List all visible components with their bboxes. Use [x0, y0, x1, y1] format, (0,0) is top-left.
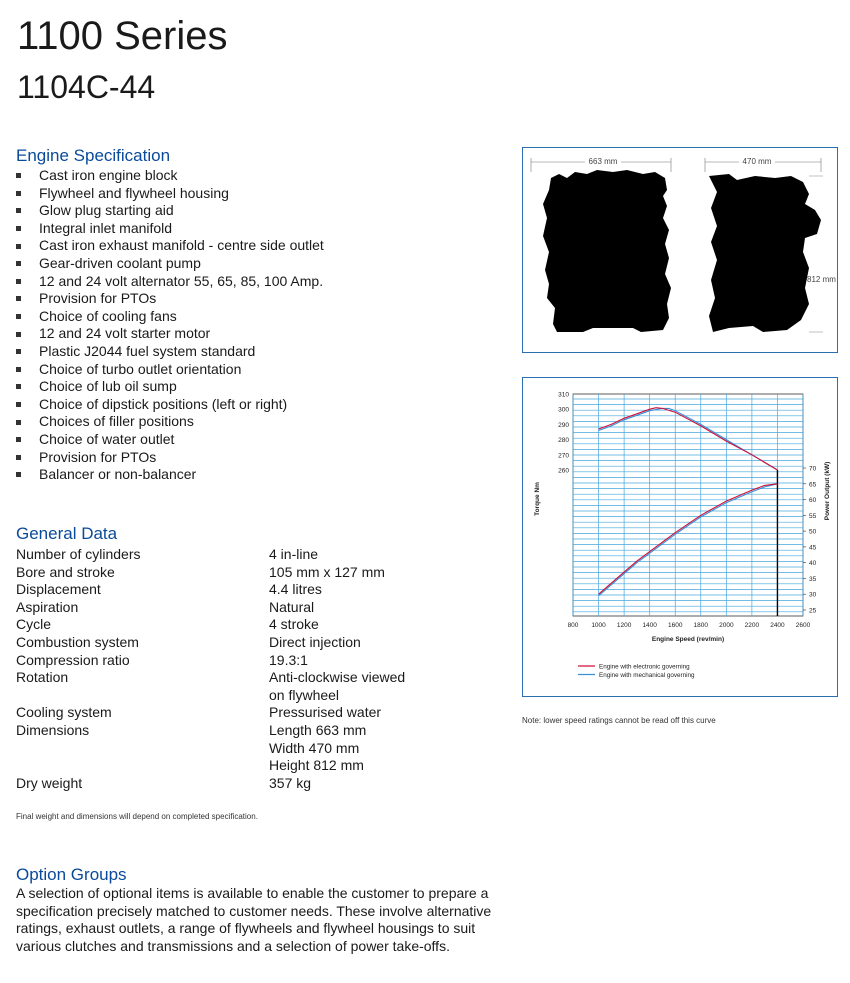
- x-tick-label: 1600: [667, 622, 683, 629]
- bullet-square-icon: [16, 455, 21, 460]
- engine-spec-item: [16, 308, 324, 326]
- general-data-row: [16, 616, 486, 634]
- general-data-value: [269, 634, 486, 652]
- x-tick-label: 2600: [795, 622, 811, 629]
- x-tick-label: 1000: [591, 622, 606, 629]
- engine-spec-item-text: Gear-driven coolant pump: [39, 254, 201, 271]
- y2-tick-label: 40: [809, 560, 817, 568]
- engine-spec-item: [16, 378, 324, 396]
- bullet-square-icon: [16, 208, 21, 213]
- engine-spec-item-text: Choice of water outlet: [39, 430, 175, 447]
- bullet-square-icon: [16, 384, 21, 389]
- general-data-row: [16, 564, 486, 582]
- x-tick-label: 1200: [616, 622, 632, 629]
- x-tick-label: 1800: [693, 622, 709, 629]
- bullet-square-icon: [16, 173, 21, 178]
- height-label: 812 mm: [807, 275, 836, 284]
- general-data-label: Compression ratio: [16, 651, 130, 668]
- engine-spec-item: [16, 325, 324, 343]
- general-data-row: [16, 704, 486, 722]
- general-data-label: Aspiration: [16, 598, 79, 615]
- x-axis-label: Engine Speed (rev/min): [651, 636, 725, 643]
- engine-spec-item: [16, 273, 324, 291]
- y2-tick-label: 25: [809, 607, 817, 615]
- engine-spec-item: [16, 466, 324, 484]
- engine-spec-list: [16, 167, 324, 484]
- general-data-value-line: 19.3:1: [269, 651, 308, 668]
- option-groups-heading: Option Groups: [16, 865, 127, 884]
- engine-spec-heading: Engine Specification: [16, 146, 171, 165]
- general-data-value: [269, 775, 486, 793]
- engine-spec-item-text: Provision for PTOs: [39, 448, 157, 465]
- general-data-label: Bore and stroke: [16, 563, 115, 580]
- page-subtitle: 1104C-44: [17, 69, 156, 105]
- general-data-label: Cycle: [16, 616, 52, 633]
- engine-spec-item: [16, 431, 324, 449]
- engine-spec-item-text: Choices of filler positions: [39, 413, 194, 430]
- general-data-row: [16, 669, 486, 704]
- general-data-value-line: 4 in-line: [269, 546, 319, 562]
- y-tick-label: 270: [558, 452, 569, 460]
- engine-spec-item-text: Integral inlet manifold: [39, 219, 173, 236]
- general-data-value-line: 357 kg: [269, 774, 312, 791]
- engine-spec-item: [16, 220, 324, 238]
- y2-tick-label: 65: [809, 481, 817, 489]
- general-data-label: Number of cylinders: [16, 546, 141, 562]
- engine-spec-item: [16, 343, 324, 361]
- general-data-value-line: Height 812 mm: [269, 757, 364, 774]
- general-data-value-line: Pressurised water: [269, 704, 382, 721]
- general-data-table: [16, 546, 486, 792]
- engine-spec-item: [16, 396, 324, 414]
- bullet-square-icon: [16, 296, 21, 301]
- y-axis-label: Torque Nm: [534, 482, 541, 516]
- bullet-square-icon: [16, 332, 21, 337]
- general-data-label: Cooling system: [16, 704, 112, 721]
- general-data-row: [16, 775, 486, 793]
- engine-spec-item: [16, 413, 324, 431]
- general-data-value-line: Anti-clockwise viewed: [269, 669, 406, 686]
- general-data-row: [16, 546, 486, 564]
- bullet-square-icon: [16, 314, 21, 319]
- x-tick-label: 800: [567, 622, 579, 629]
- general-data-footnote: Final weight and dimensions will depend on completed specification.: [16, 812, 258, 821]
- general-data-value: [269, 616, 486, 634]
- y2-tick-label: 35: [809, 575, 817, 583]
- y-tick-label: 280: [558, 437, 569, 445]
- general-data-value-line: Length 663 mm: [269, 721, 367, 738]
- bullet-square-icon: [16, 191, 21, 196]
- y2-tick-label: 30: [809, 591, 817, 599]
- bullet-square-icon: [16, 349, 21, 354]
- engine-spec-item-text: 12 and 24 volt alternator 55, 65, 85, 100 Amp.: [39, 272, 324, 289]
- length-label: 663 mm: [588, 157, 618, 166]
- general-data-row: [16, 652, 486, 670]
- engine-spec-item: [16, 167, 324, 185]
- engine-dimensions-diagram: [522, 147, 838, 353]
- engine-spec-item: [16, 237, 324, 255]
- bullet-square-icon: [16, 244, 21, 249]
- general-data-value: [269, 704, 486, 722]
- chart-note: Note: lower speed ratings cannot be read off this curve: [522, 716, 716, 725]
- y2-tick-label: 45: [809, 544, 817, 552]
- general-data-value: [269, 722, 486, 775]
- performance-chart: [523, 378, 837, 696]
- x-tick-label: 2400: [770, 622, 785, 629]
- bullet-square-icon: [16, 226, 21, 231]
- engine-front-silhouette: [543, 170, 671, 332]
- engine-spec-item-text: Provision for PTOs: [39, 290, 157, 307]
- general-data-value-line: Width 470 mm: [269, 739, 360, 756]
- engine-dimensions-svg: [523, 148, 837, 352]
- x-tick-label: 1400: [642, 622, 657, 629]
- page-title: 1100 Series: [17, 14, 228, 58]
- engine-spec-item-text: Choice of lub oil sump: [39, 378, 177, 395]
- bullet-square-icon: [16, 261, 21, 266]
- y2-tick-label: 70: [809, 465, 817, 473]
- general-data-value: [269, 581, 486, 599]
- general-data-row: [16, 634, 486, 652]
- y-tick-label: 300: [558, 406, 569, 414]
- general-data-label: Dimensions: [16, 721, 90, 738]
- bullet-square-icon: [16, 472, 21, 477]
- general-data-value-line: Direct injection: [269, 633, 361, 650]
- bullet-square-icon: [16, 420, 21, 425]
- engine-spec-item-text: Cast iron exhaust manifold - centre side outlet: [39, 237, 324, 254]
- engine-spec-item: [16, 185, 324, 203]
- general-data-value: [269, 652, 486, 670]
- y2-tick-label: 60: [809, 497, 817, 505]
- engine-spec-item-text: Choice of dipstick positions (left or right): [39, 395, 288, 412]
- general-data-value-line: 4 stroke: [269, 616, 319, 633]
- engine-spec-item-text: Cast iron engine block: [39, 167, 178, 183]
- engine-spec-item-text: Balancer or non-balancer: [39, 466, 197, 483]
- legend-label: Engine with mechanical governing: [599, 671, 695, 679]
- general-data-value: [269, 564, 486, 582]
- width-label: 470 mm: [742, 157, 772, 166]
- engine-side-silhouette: [709, 174, 821, 332]
- y2-axis-label: Power Output (kW): [824, 461, 831, 521]
- engine-spec-item-text: Glow plug starting aid: [39, 202, 174, 219]
- legend-label: Engine with electronic governing: [599, 663, 690, 671]
- general-data-label: Displacement: [16, 581, 101, 598]
- engine-spec-item-text: Choice of cooling fans: [39, 307, 177, 324]
- general-data-value-line: 4.4 litres: [269, 581, 322, 598]
- general-data-value: [269, 546, 486, 564]
- engine-spec-item: [16, 202, 324, 220]
- general-data-value: [269, 669, 486, 704]
- y2-tick-label: 55: [809, 512, 817, 520]
- bullet-square-icon: [16, 437, 21, 442]
- y2-tick-label: 50: [809, 528, 817, 536]
- engine-spec-item: [16, 290, 324, 308]
- general-data-value-line: Natural: [269, 598, 315, 615]
- bullet-square-icon: [16, 367, 21, 372]
- x-tick-label: 2200: [744, 622, 760, 629]
- general-data-heading: General Data: [16, 524, 118, 543]
- general-data-value-line: 105 mm x 127 mm: [269, 563, 385, 580]
- general-data-value: [269, 599, 486, 617]
- general-data-row: [16, 722, 486, 775]
- general-data-value-line: on flywheel: [269, 686, 340, 703]
- engine-spec-item-text: 12 and 24 volt starter motor: [39, 325, 211, 342]
- bullet-square-icon: [16, 279, 21, 284]
- general-data-label: Combustion system: [16, 633, 139, 650]
- engine-spec-item: [16, 255, 324, 273]
- engine-spec-item-text: Choice of turbo outlet orientation: [39, 360, 242, 377]
- engine-spec-item-text: Plastic J2044 fuel system standard: [39, 342, 256, 359]
- x-tick-label: 2000: [719, 622, 734, 629]
- general-data-label: Rotation: [16, 669, 69, 686]
- option-groups-text: A selection of optional items is available to enable the customer to prepare a specification precisely matched to customer needs. These involve alternative ratings, exhaust outlets, a range of flywheels and flywheel housings to suit various clutches and transmissions and a selection of power take-offs.: [16, 885, 492, 954]
- general-data-label: Dry weight: [16, 774, 83, 791]
- engine-spec-item-text: Flywheel and flywheel housing: [39, 184, 229, 201]
- engine-spec-item: [16, 449, 324, 467]
- general-data-row: [16, 599, 486, 617]
- y-tick-label: 310: [558, 391, 569, 399]
- performance-chart-frame: [522, 377, 838, 697]
- engine-spec-item: [16, 361, 324, 379]
- y-tick-label: 260: [558, 467, 569, 475]
- general-data-row: [16, 581, 486, 599]
- y-tick-label: 290: [558, 421, 569, 429]
- bullet-square-icon: [16, 402, 21, 407]
